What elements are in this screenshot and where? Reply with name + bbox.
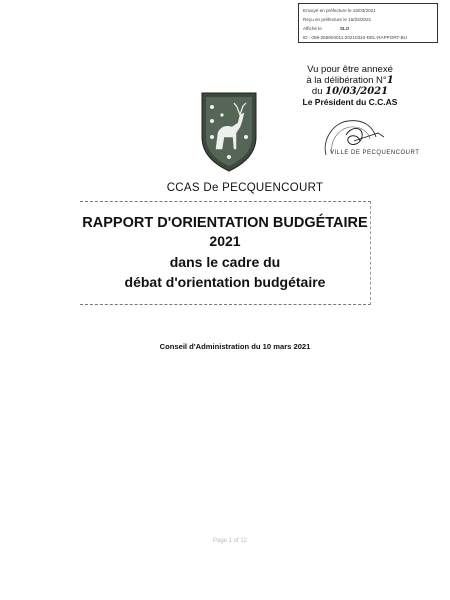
council-date: Conseil d'Administration du 10 mars 2021 (159, 342, 311, 351)
title-line: débat d'orientation budgétaire (124, 274, 326, 290)
annex-stamp (280, 64, 420, 108)
stamp-line: Affiché le SLO (303, 26, 350, 31)
deer-coat-of-arms-icon (200, 91, 258, 173)
deliberation-number: 1 (386, 75, 394, 86)
document-title (80, 214, 370, 292)
title-year: 2021 (209, 233, 241, 249)
organization-name: CCAS De PECQUENCOURT (166, 182, 324, 194)
stamp-line: ID : 059-265904011-20210310-DEL-RAPPORT-BU (303, 35, 408, 40)
annex-line: Vu pour être annexé (307, 64, 393, 75)
title-line: RAPPORT D'ORIENTATION BUDGÉTAIRE (82, 215, 368, 231)
title-line: dans le cadre du (169, 254, 281, 270)
annex-line: à la délibération N°1 (306, 75, 394, 86)
seal-text: VILLE DE PECQUENCOURT (330, 150, 420, 156)
stamp-line: Envoyé en préfecture le 15/03/2021 (303, 8, 376, 13)
stamp-line: Reçu en préfecture le 15/03/2021 (303, 17, 372, 22)
annex-date: 10/03/2021 (325, 86, 389, 97)
president-label: Le Président du C.C.AS (302, 97, 398, 107)
prefecture-stamp (298, 3, 438, 43)
annex-line: du 10/03/2021 (311, 86, 389, 97)
official-seal-icon (318, 115, 390, 167)
page-number: Page 1 of 12 (212, 538, 248, 544)
